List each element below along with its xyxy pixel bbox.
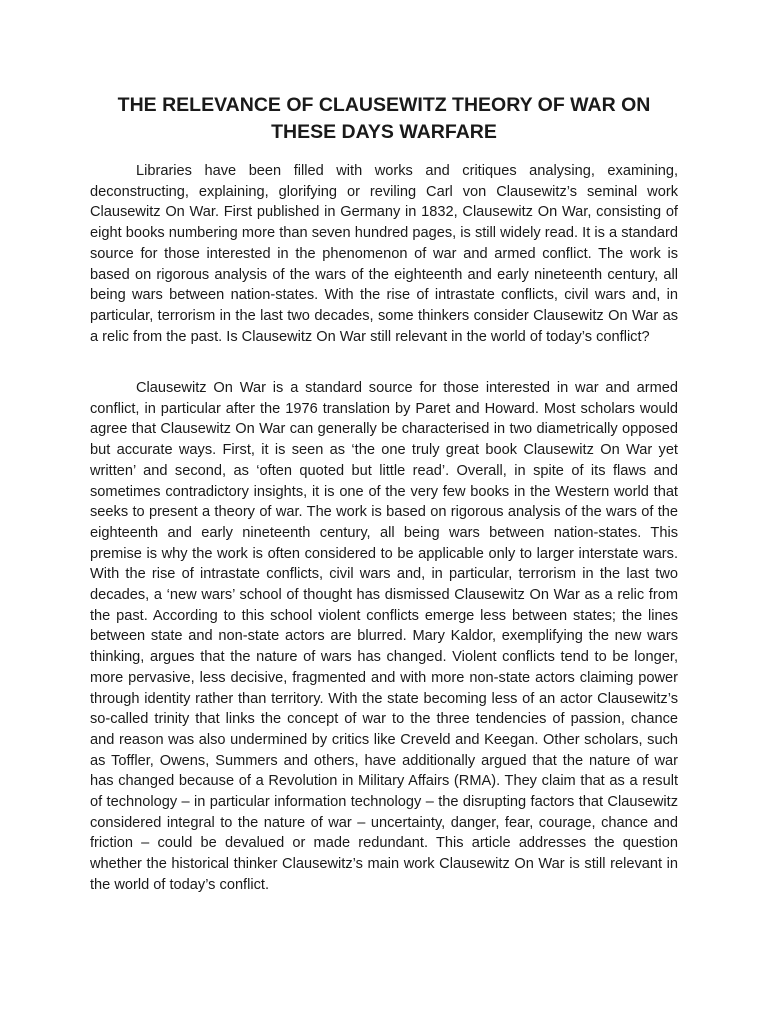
paragraph-body: Clausewitz On War is a standard source for those interested in war and armed conflict, in particular after the 1976 translation by Paret and Howard. Most scholars would agree that Clausewitz On War can generally be characterised in two diametrically opposed but accurate ways. First, it is seen as ‘the one truly great book Clausewitz On War yet written’ and second, as ‘often quoted but little read’. Overall, in spite of its flaws and sometimes contradictory insights, it is one of the very few books in the Western world that seeks to present a theory of war. The work is based on rigorous analysis of the wars of the eighteenth and early nineteenth century, all being wars between nation-states. This premise is why the work is often considered to be applicable only to larger interstate wars. With the rise of intrastate conflicts, civil wars and, in particular, terrorism in the last two decades, a ‘new wars’ school of thought has dismissed Clausewitz On War as a relic from the past. According to this school violent conflicts emerge less between states; the lines between state and non-state actors are blurred. Mary Kaldor, exemplifying the new wars thinking, argues that the nature of wars has changed. Violent conflicts tend to be longer, more pervasive, less decisive, fragmented and with more non-state actors claiming power through identity rather than territory. With the state becoming less of an actor Clausewitz’s so-called trinity that links the concept of war to the three tendencies of passion, chance and reason was also undermined by critics like Creveld and Keegan. Other scholars, such as Toffler, Owens, Summers and others, have additionally argued that the nature of war has changed because of a Revolution in Military Affairs (RMA). They claim that as a result of technology – in particular information technology – the disrupting factors that Clausewitz considered integral to the nature of war – uncertainty, danger, fear, courage, chance and friction – could be devalued or made redundant. This article addresses the question whether the historical thinker Clausewitz’s main work Clausewitz On War is still relevant in the world of today’s conflict. [90,380,678,893]
document-title: THE RELEVANCE OF CLAUSEWITZ THEORY OF WAR ON THESE DAYS WARFARE [117,94,651,143]
paragraph-introduction: Libraries have been filled with works and critiques analysing, examining, deconstructing, explaining, glorifying or reviling Carl von Clausewitz’s seminal work Clausewitz On War. First published in Germany in 1832, Clausewitz On War, consisting of eight books numbering more than seven hundred pages, is still widely read. It is a standard source for those interested in the phenomenon of war and armed conflict. The work is based on rigorous analysis of the wars of the eighteenth and early nineteenth century, all being wars between nation-states. With the rise of intrastate conflicts, civil wars and, in particular, terrorism in the last two decades, some thinkers consider Clausewitz On War as a relic from the past. Is Clausewitz On War still relevant in the world of today’s conflict? [90,163,678,345]
